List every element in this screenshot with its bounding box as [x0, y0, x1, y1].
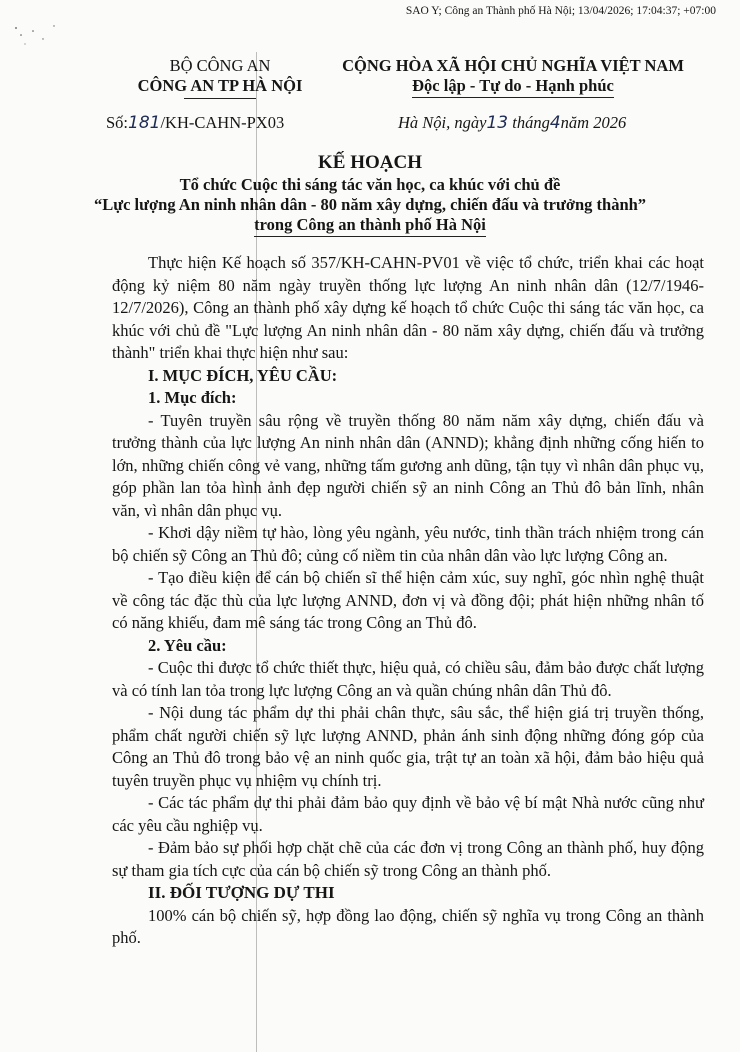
agency-name: BỘ CÔNG AN [169, 56, 271, 75]
date-month-label: tháng [512, 113, 550, 132]
national-motto: Độc lập - Tự do - Hạnh phúc [412, 76, 614, 98]
document-number [106, 113, 284, 133]
handwritten-day: 13 [486, 113, 509, 133]
unit-underline [184, 98, 256, 99]
purpose-item: - Khơi dậy niềm tự hào, lòng yêu ngành, yêu nước, tinh thần trách nhiệm trong cán bộ chiến sỹ Công an Thủ đô; củng cố niềm tin của nhân dân vào lực lượng Công an. [112, 523, 704, 565]
intro-paragraph: Thực hiện Kế hoạch số 357/KH-CAHN-PV01 về việc tổ chức, triển khai các hoạt động kỷ niệm 80 năm ngày truyền thống lực lượng An ninh nhân dân (12/7/1946-12/7/2026), Công an thành phố xây dựng kế hoạch tổ chức Cuộc thi sáng tác văn học, ca khúc với chủ đề "Lực lượng An ninh nhân dân - 80 năm xây dựng, chiến đấu và trưởng thành" triển khai thực hiện như sau: [112, 253, 704, 362]
handwritten-number: 181 [128, 113, 161, 133]
document-date [398, 113, 626, 133]
requirement-item: - Các tác phẩm dự thi phải đảm bảo quy định về bảo vệ bí mật Nhà nước cũng như các yêu cầu nghiệp vụ. [112, 793, 704, 835]
subsection-1-heading: 1. Mục đích: [148, 388, 237, 407]
title-line-2: “Lực lượng An ninh nhân dân - 80 năm xây dựng, chiến đấu và trưởng thành” [93, 195, 647, 214]
requirement-item: - Đảm bảo sự phối hợp chặt chẽ của các đơn vị trong Công an thành phố, huy động sự tham gia tích cực của cán bộ chiến sỹ trong Công an thành phố. [112, 838, 704, 880]
document-title-block [40, 150, 700, 237]
title-line-3: trong Công an thành phố Hà Nội [254, 215, 486, 237]
participants-paragraph: 100% cán bộ chiến sỹ, hợp đồng lao động, chiến sỹ nghĩa vụ trong Công an thành phố. [112, 905, 704, 947]
purpose-item: - Tuyên truyền sâu rộng về truyền thống 80 năm năm xây dựng, chiến đấu và trưởng thành của lực lượng An ninh nhân dân (ANND); khẳng định những cống hiến to lớn, những chiến công vẻ vang, những tấm gương anh dũng, tận tụy vì nhân dân phục vụ, góp phần lan tỏa hình ảnh đẹp người chiến sỹ an ninh Công an Thủ đô bản lĩnh, nhân văn, vì nhân dân phục vụ. [112, 410, 704, 520]
document-body [112, 252, 704, 950]
date-year: năm 2026 [560, 113, 627, 132]
purpose-item: - Tạo điều kiện để cán bộ chiến sĩ thể hiện cảm xúc, suy nghĩ, góc nhìn nghệ thuật về công tác đặc thù của lực lượng ANND, đơn vị và đồng đội; phát hiện những nhân tố có năng khiếu, đam mê sáng tác trong Công an Thủ đô. [112, 568, 704, 632]
requirement-item: - Cuộc thi được tổ chức thiết thực, hiệu quả, có chiều sâu, đảm bảo được chất lượng và có tính lan tỏa trong lực lượng Công an và quần chúng nhân dân Thủ đô. [112, 658, 704, 700]
national-title-block [338, 56, 688, 98]
copy-stamp: SAO Y; Công an Thành phố Hà Nội; 13/04/2026; 17:04:37; +07:00 [405, 5, 716, 17]
unit-name: CÔNG AN TP HÀ NỘI [137, 76, 303, 95]
date-place: Hà Nội, ngày [398, 113, 487, 132]
requirement-item: - Nội dung tác phẩm dự thi phải chân thực, sâu sắc, thể hiện giá trị truyền thống, phẩm chất người chiến sỹ lực lượng ANND, phản ánh sinh động những đóng góp của Công an Thủ đô trong bảo vệ an ninh quốc gia, trật tự an toàn xã hội, đảm bảo hiệu quả tuyên truyền phục vụ nhiệm vụ chính trị. [112, 703, 704, 790]
nation-name: CỘNG HÒA XÃ HỘI CHỦ NGHĨA VIỆT NAM [342, 56, 684, 75]
number-suffix: /KH-CAHN-PX03 [160, 113, 285, 132]
document-type: KẾ HOẠCH [318, 152, 422, 173]
title-line-1: Tổ chức Cuộc thi sáng tác văn học, ca khúc với chủ đề [179, 175, 561, 194]
number-prefix: Số: [106, 113, 129, 132]
section-1-heading: I. MỤC ĐÍCH, YÊU CẦU: [148, 365, 338, 385]
handwritten-month: 4 [549, 113, 561, 133]
issuing-agency-block [120, 56, 320, 99]
scan-speck-marks [12, 22, 62, 52]
section-2-heading: II. ĐỐI TƯỢNG DỰ THI [148, 883, 335, 902]
subsection-2-heading: 2. Yêu cầu: [148, 635, 227, 655]
